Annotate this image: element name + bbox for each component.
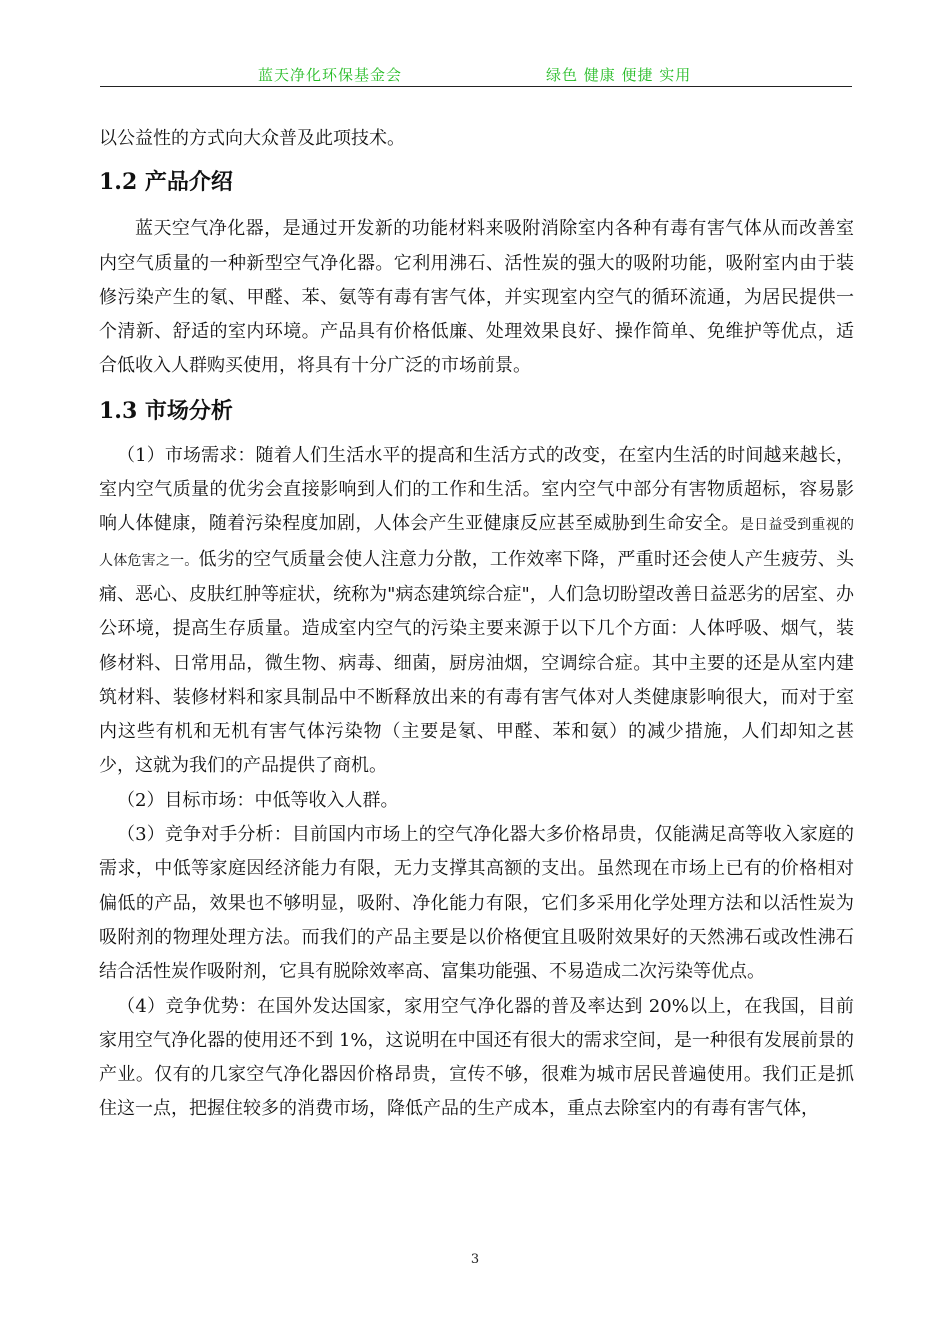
page-number: 3 bbox=[470, 1252, 480, 1267]
page-header bbox=[100, 64, 852, 87]
competitor-analysis-paragraph: （3）竞争对手分析：目前国内市场上的空气净化器大多价格昂贵，仅能满足高等收入家庭的需求，中低等家庭因经济能力有限，无力支撑其高额的支出。虽然现在市场上已有的价格相对偏低的产品，效果也不够明显，吸附、净化能力有限，它们多采用化学处理方法和以活性炭为吸附剂的物理处理方法。而我们的产品主要是以价格便宜且吸附效果好的天然沸石或改性沸石结合活性炭作吸附剂，它具有脱除效率高、富集功能强、不易造成二次污染等优点。 bbox=[99, 824, 854, 983]
section-heading-market-analysis: 1.3 市场分析 bbox=[99, 397, 233, 424]
document-body bbox=[99, 122, 854, 1127]
section-heading-product-intro: 1.2 产品介绍 bbox=[99, 169, 233, 196]
header-organization: 蓝天净化环保基金会 bbox=[258, 66, 403, 84]
product-intro-paragraph: 蓝天空气净化器，是通过开发新的功能材料来吸附消除室内各种有毒有害气体从而改善室内空气质量的一种新型空气净化器。它利用沸石、活性炭的强大的吸附功能，吸附室内由于装修污染产生的氡、甲醛、苯、氨等有毒有害气体，并实现室内空气的循环流通，为居民提供一个清新、舒适的室内环境。产品具有价格低廉、处理效果良好、操作简单、免维护等优点，适合低收入人群购买使用，将具有十分广泛的市场前景。 bbox=[99, 218, 854, 377]
intro-continuation: 以公益性的方式向大众普及此项技术。 bbox=[99, 128, 405, 149]
competitive-advantage-paragraph: （4）竞争优势：在国外发达国家，家用空气净化器的普及率达到 20%以上，在我国，目前家用空气净化器的使用还不到 1%，这说明在中国还有很大的需求空间，是一种很有发展前景的产业。仅有的几家空气净化器因价格昂贵，宣传不够，很难为城市居民普遍使用。我们正是抓住这一点，把握住较多的消费市场，降低产品的生产成本，重点去除室内的有毒有害气体， bbox=[99, 995, 854, 1120]
target-market-paragraph: （2）目标市场：中低等收入人群。 bbox=[117, 789, 399, 811]
market-demand-paragraph bbox=[99, 439, 854, 784]
market-demand-text-a: （1）市场需求：随着人们生活水平的提高和生活方式的改变，在室内生活的时间越来越长，室内空气质量的优劣会直接影响到人们的工作和生活。室内空气中部分有害物质超标，容易影响人体健康，随着污染程度加剧，人体会产生亚健康反应甚至威胁到生命安全。 bbox=[99, 444, 854, 535]
market-demand-text-b: 低劣的空气质量会使人注意力分散，工作效率下降，严重时还会使人产生疲劳、头痛、恶心、皮肤红肿等症状，统称为"病态建筑综合症"，人们急切盼望改善日益恶劣的居室、办公环境，提高生存质量。造成室内空气的污染主要来源于以下几个方面：人体呼吸、烟气，装修材料、日常用品，微生物、病毒、细菌，厨房油烟，空调综合症。其中主要的还是从室内建筑材料、装修材料和家具制品中不断释放出来的有毒有害气体对人类健康影响很大，而对于室内这些有机和无机有害气体污染物（主要是氡、甲醛、苯和氨）的减少措施，人们却知之甚少，这就为我们的产品提供了商机。 bbox=[99, 548, 854, 777]
market-demand-small-text: 是日益受到重视的人体危害之一。 bbox=[99, 517, 855, 569]
header-slogan: 绿色 健康 便捷 实用 bbox=[546, 66, 692, 84]
